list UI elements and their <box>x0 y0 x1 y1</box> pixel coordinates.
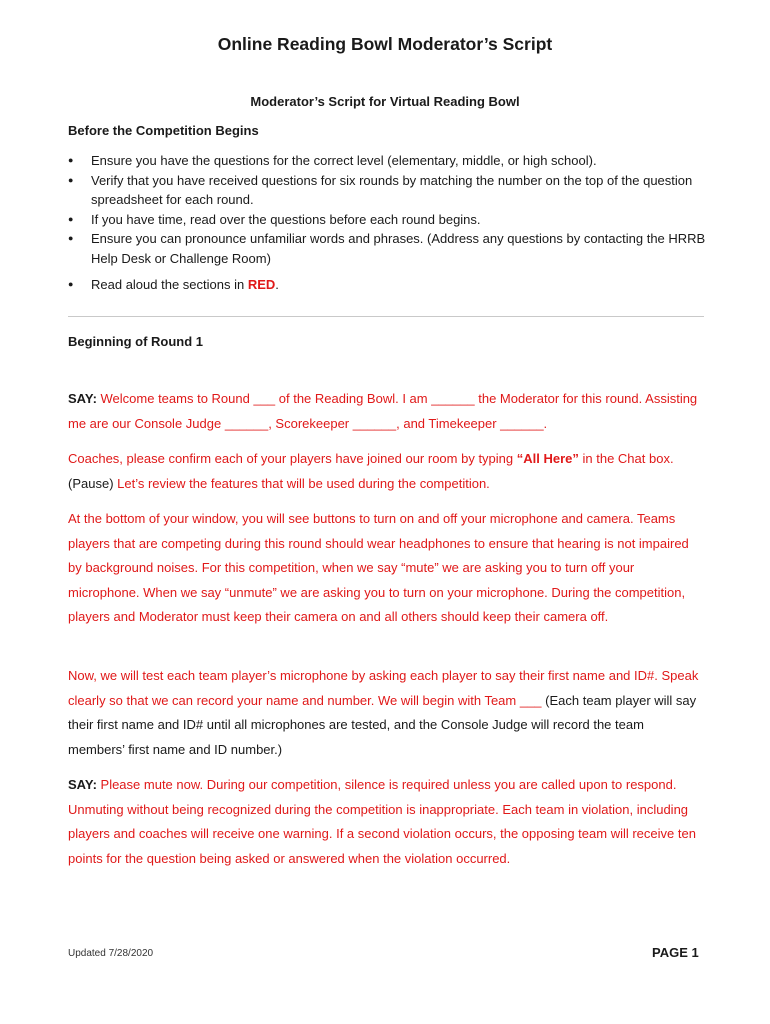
list-item: ● Ensure you have the questions for the correct level (elementary, middle, or high school). <box>68 151 708 171</box>
mute-paragraph <box>68 773 704 871</box>
red-keyword: RED <box>247 277 276 292</box>
coaches-text-c: in the Chat box. <box>578 451 674 466</box>
mute-text: Please mute now. During our competition, silence is required unless you are called upon to respond. Unmuting without being recognized during the competition is inappropriate. Each team in violation, including players and coaches will receive one warning. If a second violation occurs, the opposing team will receive ten points for the question being asked or answered when the violation occurred. <box>68 777 696 866</box>
coaches-text-e: Let’s review the features that will be used during the competition. <box>113 475 490 491</box>
microphone-test-paragraph <box>68 664 704 762</box>
mic-test-text: Now, we will test each team player’s microphone by asking each player to say their first name and ID#. Speak clearly so that we can record your name and number. We will begin with Team ___ <box>68 668 699 708</box>
list-item: ● If you have time, read over the questions before each round begins. <box>68 210 708 230</box>
mic-test-note: (Each team player will say their first name and ID# until all microphones are tested, and the Console Judge will record the team members’ first name and ID number.) <box>68 692 697 757</box>
say-label: SAY: <box>68 777 97 792</box>
all-here-phrase: “All Here” <box>516 451 579 466</box>
coaches-text-a: Coaches, please confirm each of your players have joined our room by typing <box>68 451 517 466</box>
list-item: ● Ensure you can pronounce unfamiliar words and phrases. (Address any questions by contacting the HRRB Help Desk or Challenge Room) <box>68 229 708 268</box>
list-item: ● Verify that you have received questions for six rounds by matching the number on the top of the question spreadsheet for each round. <box>68 171 708 210</box>
updated-date: Updated 7/28/2020 <box>68 948 154 959</box>
welcome-paragraph <box>68 387 704 436</box>
pause-note: (Pause) <box>68 475 114 491</box>
features-paragraph: At the bottom of your window, you will see buttons to turn on and off your microphone and camera. Teams players that are competing during this round should wear headphones to ensure that hearing is not impaired by background noises. For this competition, when we say “mute” we are asking you to turn off your microphone. When we say “unmute” we are asking you to turn on your microphone. During the competition, players and Moderator must keep their camera on and all others should keep their camera off. <box>68 511 689 625</box>
read-aloud-instruction <box>68 275 708 295</box>
page-number: PAGE 1 <box>652 945 699 960</box>
welcome-text: Welcome teams to Round ___ of the Reading Bowl. I am ______ the Moderator for this round. Assisting me are our Console Judge ______, Scorekeeper ______, and Timekeeper ______. <box>68 391 698 431</box>
read-aloud-prefix: Read aloud the sections in <box>91 277 248 292</box>
read-aloud-suffix: . <box>275 277 279 292</box>
round-heading: Beginning of Round 1 <box>68 334 204 349</box>
document-subtitle: Moderator’s Script for Virtual Reading Bowl <box>250 94 520 109</box>
coaches-paragraph <box>68 447 704 496</box>
say-label: SAY: <box>68 391 97 406</box>
document-title: Online Reading Bowl Moderator’s Script <box>217 34 553 54</box>
before-competition-heading: Before the Competition Begins <box>68 123 259 138</box>
section-divider <box>68 316 704 317</box>
preparation-checklist <box>68 151 708 268</box>
